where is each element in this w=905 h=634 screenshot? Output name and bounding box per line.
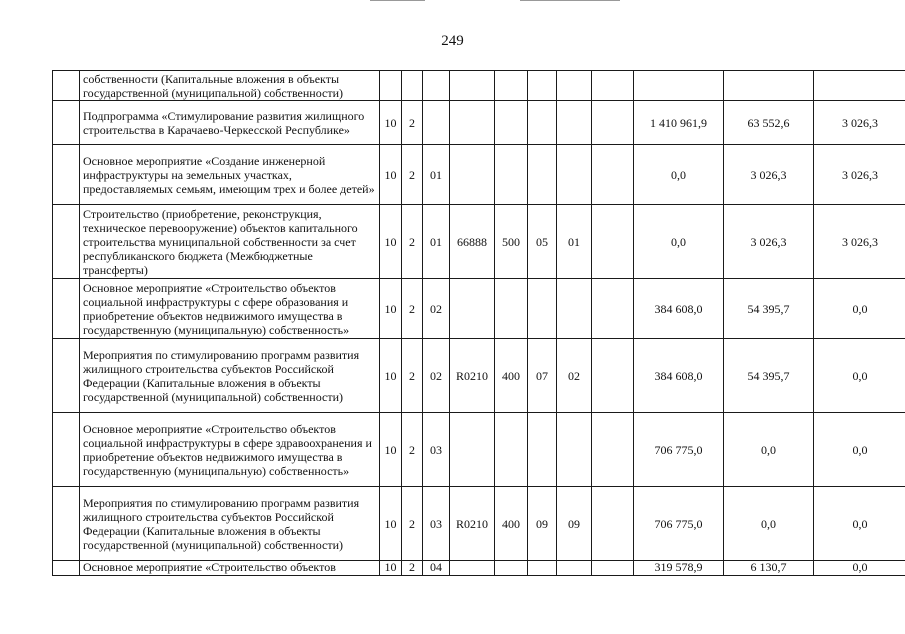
code-subsection-cell: 2 [402,413,423,487]
code-target-item-cell [450,561,495,576]
code-category-cell [528,279,557,339]
item-name-cell: Строительство (приобретение, реконструкция, техническое перевооружение) объектов капитального строительства муниципальной собственности за счет республиканского бюджета (Межбюджетные трансферты) [80,205,380,279]
amount-year-1-cell [634,71,724,101]
code-category-cell [528,145,557,205]
code-expense-type-cell [495,101,528,145]
code-target-item-cell [450,101,495,145]
table-row [53,339,905,413]
amount-year-2-cell: 6 130,7 [724,561,814,576]
code-section-cell: 10 [380,487,402,561]
empty-cell [592,413,634,487]
code-target-item-cell [450,413,495,487]
code-subcategory-cell: 01 [557,205,592,279]
amount-year-1-cell: 384 608,0 [634,279,724,339]
code-category-cell [528,101,557,145]
code-target-item-cell [450,279,495,339]
amount-year-2-cell: 63 552,6 [724,101,814,145]
table-row [53,205,905,279]
item-name-cell: Мероприятия по стимулированию программ развития жилищного строительства субъектов Российской Федерации (Капитальные вложения в объекты государственной (муниципальной) собственности) [80,339,380,413]
code-category-cell: 05 [528,205,557,279]
table-row [53,487,905,561]
item-name-cell: Мероприятия по стимулированию программ развития жилищного строительства субъектов Российской Федерации (Капитальные вложения в объекты государственной (муниципальной) собственности) [80,487,380,561]
code-target-cell: 03 [423,487,450,561]
amount-year-1-cell: 706 775,0 [634,487,724,561]
amount-year-2-cell: 0,0 [724,487,814,561]
row-number-cell [53,205,80,279]
amount-year-1-cell: 0,0 [634,145,724,205]
row-number-cell [53,71,80,101]
amount-year-2-cell: 0,0 [724,413,814,487]
code-subsection-cell: 2 [402,279,423,339]
table-row [53,145,905,205]
code-target-cell: 01 [423,205,450,279]
empty-cell [592,71,634,101]
code-subsection-cell [402,71,423,101]
code-section-cell: 10 [380,279,402,339]
code-target-item-cell: R0210 [450,339,495,413]
item-name-cell: собственности (Капитальные вложения в объекты государственной (муниципальной) собственности) [80,71,380,101]
amount-year-2-cell [724,71,814,101]
code-target-cell [423,71,450,101]
code-section-cell: 10 [380,413,402,487]
empty-cell [592,101,634,145]
amount-year-1-cell: 1 410 961,9 [634,101,724,145]
empty-cell [592,145,634,205]
code-target-cell: 03 [423,413,450,487]
code-category-cell [528,413,557,487]
empty-cell [592,561,634,576]
table-row [53,71,905,101]
code-subsection-cell: 2 [402,487,423,561]
budget-table [52,70,905,576]
row-number-cell [53,145,80,205]
code-subsection-cell: 2 [402,145,423,205]
scan-crop-mark-left [370,0,425,1]
code-section-cell: 10 [380,339,402,413]
amount-year-2-cell: 54 395,7 [724,279,814,339]
row-number-cell [53,101,80,145]
amount-year-1-cell: 319 578,9 [634,561,724,576]
item-name-cell: Основное мероприятие «Строительство объектов [80,561,380,576]
code-target-cell: 01 [423,145,450,205]
code-target-item-cell: R0210 [450,487,495,561]
code-subcategory-cell [557,561,592,576]
row-number-cell [53,339,80,413]
code-subcategory-cell: 09 [557,487,592,561]
code-subsection-cell: 2 [402,339,423,413]
code-expense-type-cell: 400 [495,487,528,561]
empty-cell [592,279,634,339]
amount-year-2-cell: 3 026,3 [724,205,814,279]
amount-year-3-cell: 0,0 [814,279,905,339]
code-category-cell: 07 [528,339,557,413]
code-expense-type-cell: 400 [495,339,528,413]
code-subcategory-cell [557,71,592,101]
item-name-cell: Основное мероприятие «Строительство объектов социальной инфраструктуры в сфере здравоохранения и приобретение объектов недвижимого имущества в государственную (муниципальную) собственность» [80,413,380,487]
amount-year-3-cell: 0,0 [814,561,905,576]
table-row [53,561,905,576]
code-subsection-cell: 2 [402,561,423,576]
code-subsection-cell: 2 [402,101,423,145]
table-row [53,279,905,339]
scan-crop-mark-right [520,0,620,1]
code-target-cell [423,101,450,145]
row-number-cell [53,487,80,561]
document-sheet [52,70,905,576]
code-expense-type-cell [495,413,528,487]
empty-cell [592,339,634,413]
code-target-item-cell: 66888 [450,205,495,279]
empty-cell [592,205,634,279]
code-section-cell: 10 [380,205,402,279]
item-name-cell: Основное мероприятие «Создание инженерной инфраструктуры на земельных участках, предоставляемых семьям, имеющим трех и более детей» [80,145,380,205]
amount-year-1-cell: 706 775,0 [634,413,724,487]
table-row [53,101,905,145]
code-target-item-cell [450,71,495,101]
amount-year-3-cell: 0,0 [814,413,905,487]
amount-year-3-cell: 0,0 [814,339,905,413]
amount-year-1-cell: 384 608,0 [634,339,724,413]
code-section-cell: 10 [380,145,402,205]
code-category-cell: 09 [528,487,557,561]
code-target-cell: 04 [423,561,450,576]
amount-year-3-cell [814,71,905,101]
code-section-cell: 10 [380,101,402,145]
amount-year-3-cell: 0,0 [814,487,905,561]
row-number-cell [53,279,80,339]
code-expense-type-cell [495,145,528,205]
code-subcategory-cell [557,279,592,339]
code-expense-type-cell [495,71,528,101]
table-row [53,413,905,487]
code-section-cell [380,71,402,101]
item-name-cell: Основное мероприятие «Строительство объектов социальной инфраструктуры с сфере образования и приобретение объектов недвижимого имущества в государственную (муниципальную) собственность» [80,279,380,339]
amount-year-2-cell: 54 395,7 [724,339,814,413]
amount-year-1-cell: 0,0 [634,205,724,279]
amount-year-2-cell: 3 026,3 [724,145,814,205]
empty-cell [592,487,634,561]
code-subcategory-cell [557,413,592,487]
code-target-cell: 02 [423,339,450,413]
page-number: 249 [441,33,464,49]
code-expense-type-cell [495,279,528,339]
item-name-cell: Подпрограмма «Стимулирование развития жилищного строительства в Карачаево-Черкесской Республике» [80,101,380,145]
row-number-cell [53,413,80,487]
code-subcategory-cell [557,145,592,205]
code-expense-type-cell [495,561,528,576]
code-target-cell: 02 [423,279,450,339]
amount-year-3-cell: 3 026,3 [814,101,905,145]
row-number-cell [53,561,80,576]
amount-year-3-cell: 3 026,3 [814,145,905,205]
code-subcategory-cell [557,101,592,145]
code-subsection-cell: 2 [402,205,423,279]
code-category-cell [528,71,557,101]
amount-year-3-cell: 3 026,3 [814,205,905,279]
code-target-item-cell [450,145,495,205]
code-subcategory-cell: 02 [557,339,592,413]
code-category-cell [528,561,557,576]
code-expense-type-cell: 500 [495,205,528,279]
code-section-cell: 10 [380,561,402,576]
